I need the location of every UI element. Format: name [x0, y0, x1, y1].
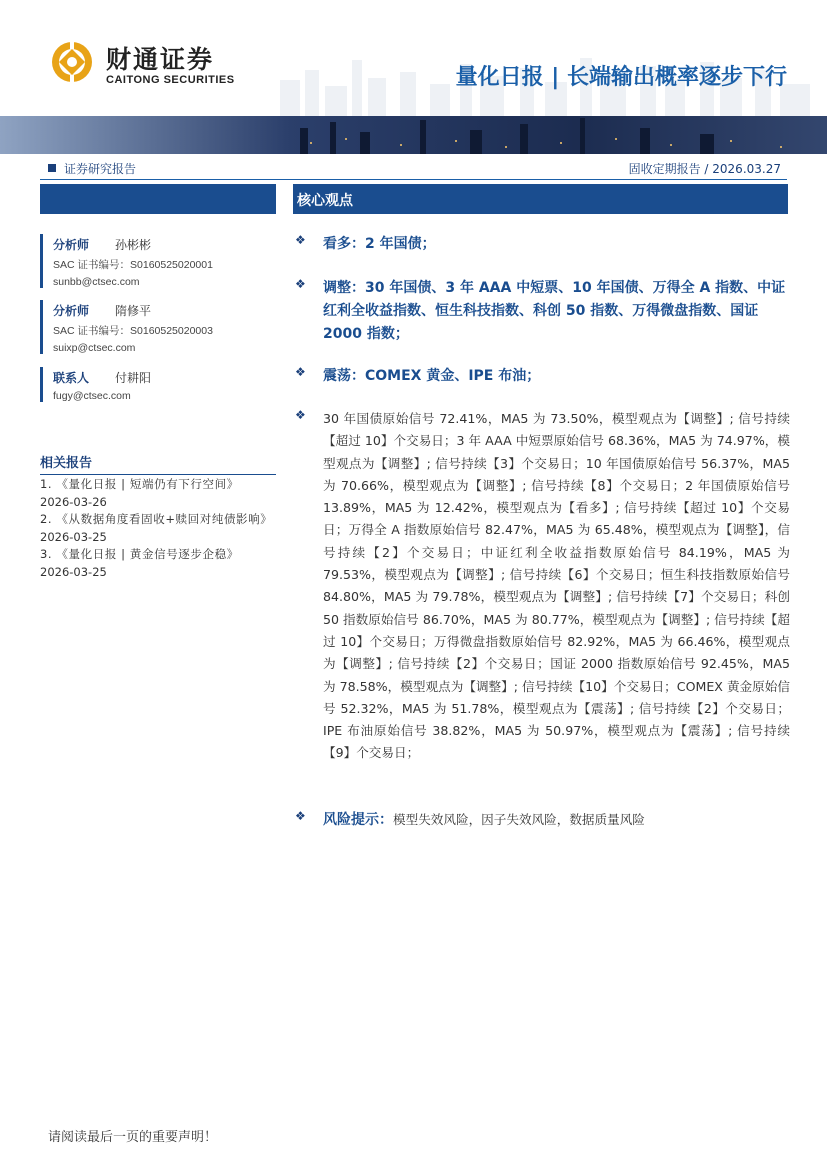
diamond-bullet-icon: ❖	[295, 365, 306, 379]
analyst-card	[40, 234, 276, 288]
diamond-bullet-icon: ❖	[295, 233, 306, 247]
bullet-text: 震荡：COMEX 黄金、IPE 布油；	[323, 368, 541, 384]
analyst-role: 分析师	[53, 304, 90, 318]
contact-card	[40, 367, 276, 402]
related-report-item[interactable]	[40, 546, 276, 581]
left-header-bar	[40, 184, 276, 214]
analyst-role: 分析师	[53, 238, 90, 252]
core-views-header	[293, 184, 788, 214]
risk-label: 风险提示：	[323, 812, 393, 828]
contact-name: 付耕阳	[115, 371, 152, 385]
diamond-bullet-icon: ❖	[295, 809, 306, 823]
related-report-date: 2026-03-25	[40, 564, 107, 579]
analyst-name: 孙彬彬	[115, 238, 152, 252]
logo-text-en: CAITONG SECURITIES	[106, 74, 235, 86]
analyst-name: 隋修平	[115, 304, 152, 318]
contact-role: 联系人	[53, 371, 90, 385]
footer-disclaimer: 请阅读最后一页的重要声明！	[48, 1130, 218, 1145]
analyst-sac: SAC 证书编号：S0160525020001	[53, 259, 213, 271]
related-report-date: 2026-03-25	[40, 529, 107, 544]
risk-text	[323, 809, 790, 829]
analyst-email: suixp@ctsec.com	[53, 342, 136, 354]
contact-email: fugy@ctsec.com	[53, 390, 131, 402]
related-report-title[interactable]: 2. 《从数据角度看固收+赎回对纯债影响》	[40, 512, 273, 526]
related-report-item[interactable]	[40, 476, 276, 511]
related-report-title[interactable]: 3. 《量化日报 | 黄金信号逐步企稳》	[40, 547, 239, 561]
related-reports-list	[40, 476, 276, 581]
logo-text-cn: 财通证券	[106, 45, 215, 74]
report-category-date: 固收定期报告 / 2026.03.27	[628, 162, 781, 176]
core-views-title: 核心观点	[297, 193, 353, 209]
analyst-sac: SAC 证书编号：S0160525020003	[53, 325, 213, 337]
square-bullet-icon	[48, 164, 56, 172]
diamond-bullet-icon: ❖	[295, 408, 306, 422]
report-type-label: 证券研究报告	[64, 162, 137, 176]
related-report-item[interactable]	[40, 511, 276, 546]
diamond-bullet-icon: ❖	[295, 277, 306, 291]
related-report-title[interactable]: 1. 《量化日报 | 短端仍有下行空间》	[40, 477, 239, 491]
bullet-text: 调整：30 年国债、3 年 AAA 中短票、10 年国债、万得全 A 指数、中证红利全收益指数、恒生科技指数、科创 50 指数、万得微盘指数、国证 2000 指数；	[323, 280, 786, 342]
bullet-text: 看多：2 年国债；	[323, 236, 436, 252]
report-title: 量化日报 | 长端输出概率逐步下行	[455, 65, 787, 90]
signal-detail-paragraph: 30 年国债原始信号 72.41%，MA5 为 73.50%，模型观点为【调整】; 信号持续【超过 10】个交易日；3 年 AAA 中短票原始信号 68.36%，MA5 为 74.97%，模型观点为【调整】; 信号持续【3】个交易日；10 年国债原始信号 56.37%，MA5 为 70.66%，模型观点为【调整】; 信号持续【8】个交易日；2 年国债原始信号 13.89%，MA5 为 12.42%，模型观点为【看多】; 信号持续【超过 10】个交易日；万得全 A 指数原始信号 82.47%，MA5 为 65.48%，模型观点为【调整】，信号持续【2】个交易日；中证红利全收益指数原始信号 84.19%，MA5 为 79.53%，模型观点为【调整】; 信号持续【6】个交易日；恒生科技指数原始信号 84.80%，MA5 为 79.78%，模型观点为【调整】; 信号持续【7】个交易日；科创 50 指数原始信号 86.70%，MA5 为 80.77%，模型观点为【调整】; 信号持续【超过 10】个交易日；万得微盘指数原始信号 82.92%，MA5 为 66.46%，模型观点为【调整】; 信号持续【2】个交易日；国证 2000 指数原始信号 92.45%，MA5 为 78.58%，模型观点为【调整】; 信号持续【10】个交易日；COMEX 黄金原始信号 52.32%，MA5 为 51.78%，模型观点为【震荡】; 信号持续【2】个交易日；IPE 布油原始信号 38.82%，MA5 为 50.97%，模型观点为【震荡】; 信号持续【9】个交易日；	[323, 411, 790, 761]
city-band-image	[0, 116, 827, 154]
related-report-date: 2026-03-26	[40, 494, 107, 509]
report-type	[48, 160, 136, 177]
related-reports-title: 相关报告	[40, 452, 276, 475]
analyst-card	[40, 300, 276, 354]
sub-header	[40, 158, 787, 180]
risk-body: 模型失效风险，因子失效风险，数据质量风险	[393, 812, 645, 827]
analyst-email: sunbb@ctsec.com	[53, 276, 140, 288]
